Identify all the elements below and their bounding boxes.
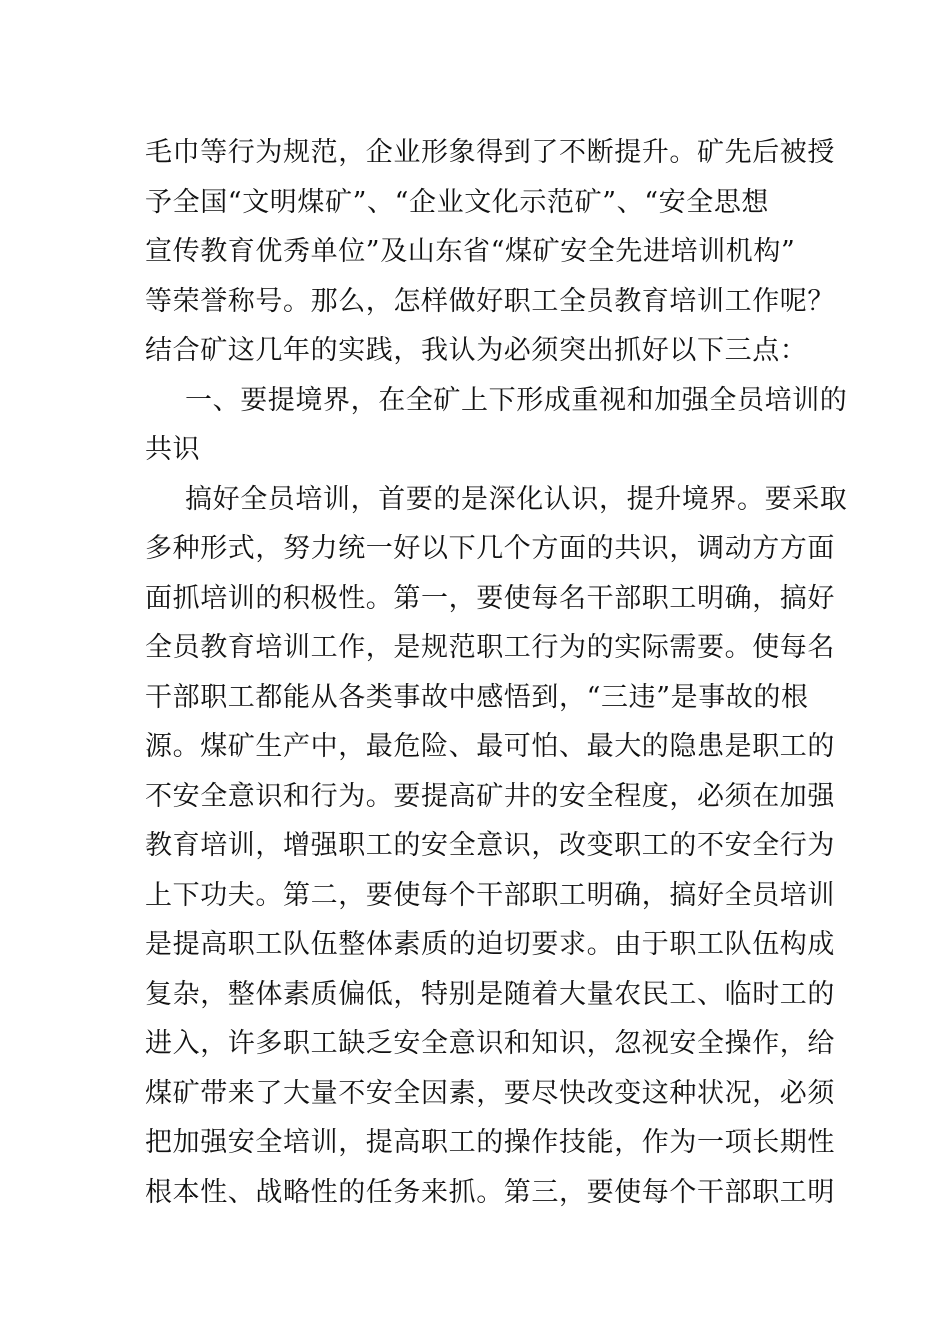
text-line: 是提高职工队伍整体素质的迫切要求。由于职工队伍构成 xyxy=(145,929,835,960)
text-line: 结合矿这几年的实践，我认为必须突出抓好以下三点： xyxy=(145,335,808,366)
text-line: 予全国“文明煤矿”、“企业文化示范矿”、“安全思想 xyxy=(145,186,770,218)
text-line: 面抓培训的积极性。第一，要使每名干部职工明确，搞好 xyxy=(145,582,835,614)
paragraph-start-line: 搞好全员培训，首要的是深化认识，提升境界。要采取 xyxy=(185,483,848,515)
text-line: 教育培训，增强职工的安全意识，改变职工的不安全行为 xyxy=(145,830,835,861)
text-line: 不安全意识和行为。要提高矿井的安全程度，必须在加强 xyxy=(145,780,835,812)
text-line: 宣传教育优秀单位”及山东省“煤矿安全先进培训机构” xyxy=(145,236,796,267)
text-line: 进入，许多职工缺乏安全意识和知识，忽视安全操作，给 xyxy=(145,1028,835,1059)
text-line: 多种形式，努力统一好以下几个方面的共识，调动方方面 xyxy=(145,533,835,564)
text-line: 源。煤矿生产中，最危险、最可怕、最大的隐患是职工的 xyxy=(145,731,835,762)
text-line: 干部职工都能从各类事故中感悟到，“三违”是事故的根 xyxy=(145,681,809,713)
text-line: 等荣誉称号。那么，怎样做好职工全员教育培训工作呢？ xyxy=(145,285,835,317)
text-line: 全员教育培训工作，是规范职工行为的实际需要。使每名 xyxy=(145,632,835,663)
text-line: 复杂，整体素质偏低，特别是随着大量农民工、临时工的 xyxy=(145,978,835,1010)
text-line: 根本性、战略性的任务来抓。第三，要使每个干部职工明 xyxy=(145,1176,835,1208)
body-text xyxy=(145,128,848,1217)
text-line: 上下功夫。第二，要使每个干部职工明确，搞好全员培训 xyxy=(145,879,835,911)
text-line: 把加强安全培训，提高职工的操作技能，作为一项长期性 xyxy=(145,1127,835,1158)
text-line: 煤矿带来了大量不安全因素，要尽快改变这种状况，必须 xyxy=(145,1077,835,1109)
section-heading-line: 共识 xyxy=(145,434,201,465)
section-heading-line: 一、要提境界，在全矿上下形成重视和加强全员培训的 xyxy=(185,384,848,416)
text-line: 毛巾等行为规范，企业形象得到了不断提升。矿先后被授 xyxy=(145,137,835,168)
